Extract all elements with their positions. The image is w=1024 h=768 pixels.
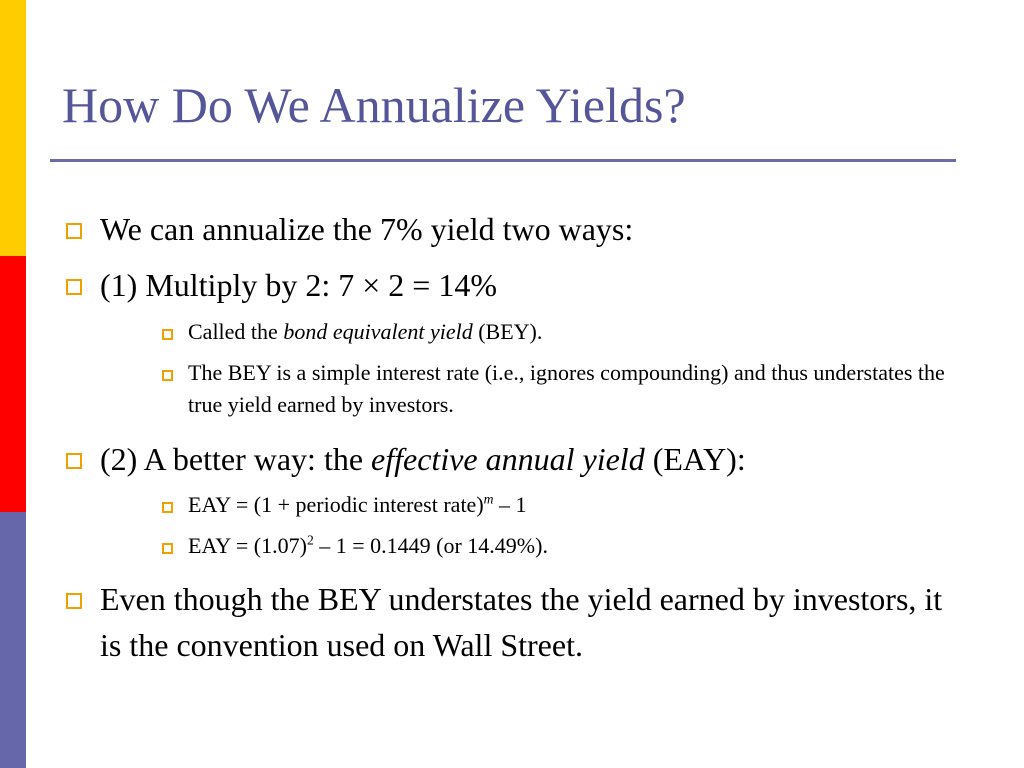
square-bullet-icon <box>162 502 173 513</box>
subbullet-text <box>188 530 952 562</box>
square-bullet-icon <box>66 279 82 295</box>
text-run: (BEY). <box>472 319 543 344</box>
bullet-effective-annual-yield <box>66 436 966 482</box>
bullet-text <box>100 436 966 482</box>
square-bullet-icon <box>162 329 173 340</box>
title-underline <box>50 159 956 162</box>
text-run: – 1 <box>493 492 527 517</box>
subbullet-text <box>188 489 952 521</box>
text-run: EAY = (1.07) <box>188 533 307 558</box>
bullet-text: Even though the BEY understates the yield earned by investors, it is the convention used on Wall Street. <box>100 581 943 663</box>
superscript: m <box>483 491 494 507</box>
subbullet-text: The BEY is a simple interest rate (i.e., ignores compounding) and thus understates the true yield earned by investors. <box>188 360 945 417</box>
bullet-text: We can annualize the 7% yield two ways: <box>100 211 634 247</box>
bullet-text: (1) Multiply by 2: 7 × 2 = 14% <box>100 267 497 303</box>
square-bullet-icon <box>66 223 82 239</box>
subbullet-text <box>188 316 952 348</box>
subbullet-eay-example <box>162 530 952 562</box>
emphasis-term: bond equivalent yield <box>283 319 473 344</box>
text-run: – 1 = 0.1449 (or 14.49%). <box>313 533 548 558</box>
bullet-wall-street-convention <box>66 576 956 668</box>
slide-title: How Do We Annualize Yields? <box>62 77 686 133</box>
subbullet-eay-formula <box>162 489 952 521</box>
emphasis-term: effective annual yield <box>371 441 645 477</box>
bullet-annualize-two-ways <box>66 206 966 252</box>
side-bar-yellow <box>0 0 26 256</box>
square-bullet-icon <box>162 543 173 554</box>
square-bullet-icon <box>66 593 82 609</box>
square-bullet-icon <box>162 370 173 381</box>
bullet-multiply-by-two <box>66 262 966 308</box>
subbullet-bey-simple-rate <box>162 357 952 421</box>
square-bullet-icon <box>66 453 82 469</box>
superscript: 2 <box>306 532 314 548</box>
text-run: EAY = (1 + periodic interest rate) <box>188 492 484 517</box>
subbullet-bey-definition <box>162 316 952 348</box>
side-bar-red <box>0 256 26 512</box>
text-run: Called the <box>188 319 284 344</box>
text-run: (EAY): <box>644 441 746 477</box>
side-bar-purple <box>0 512 26 768</box>
text-run: (2) A better way: the <box>100 441 372 477</box>
